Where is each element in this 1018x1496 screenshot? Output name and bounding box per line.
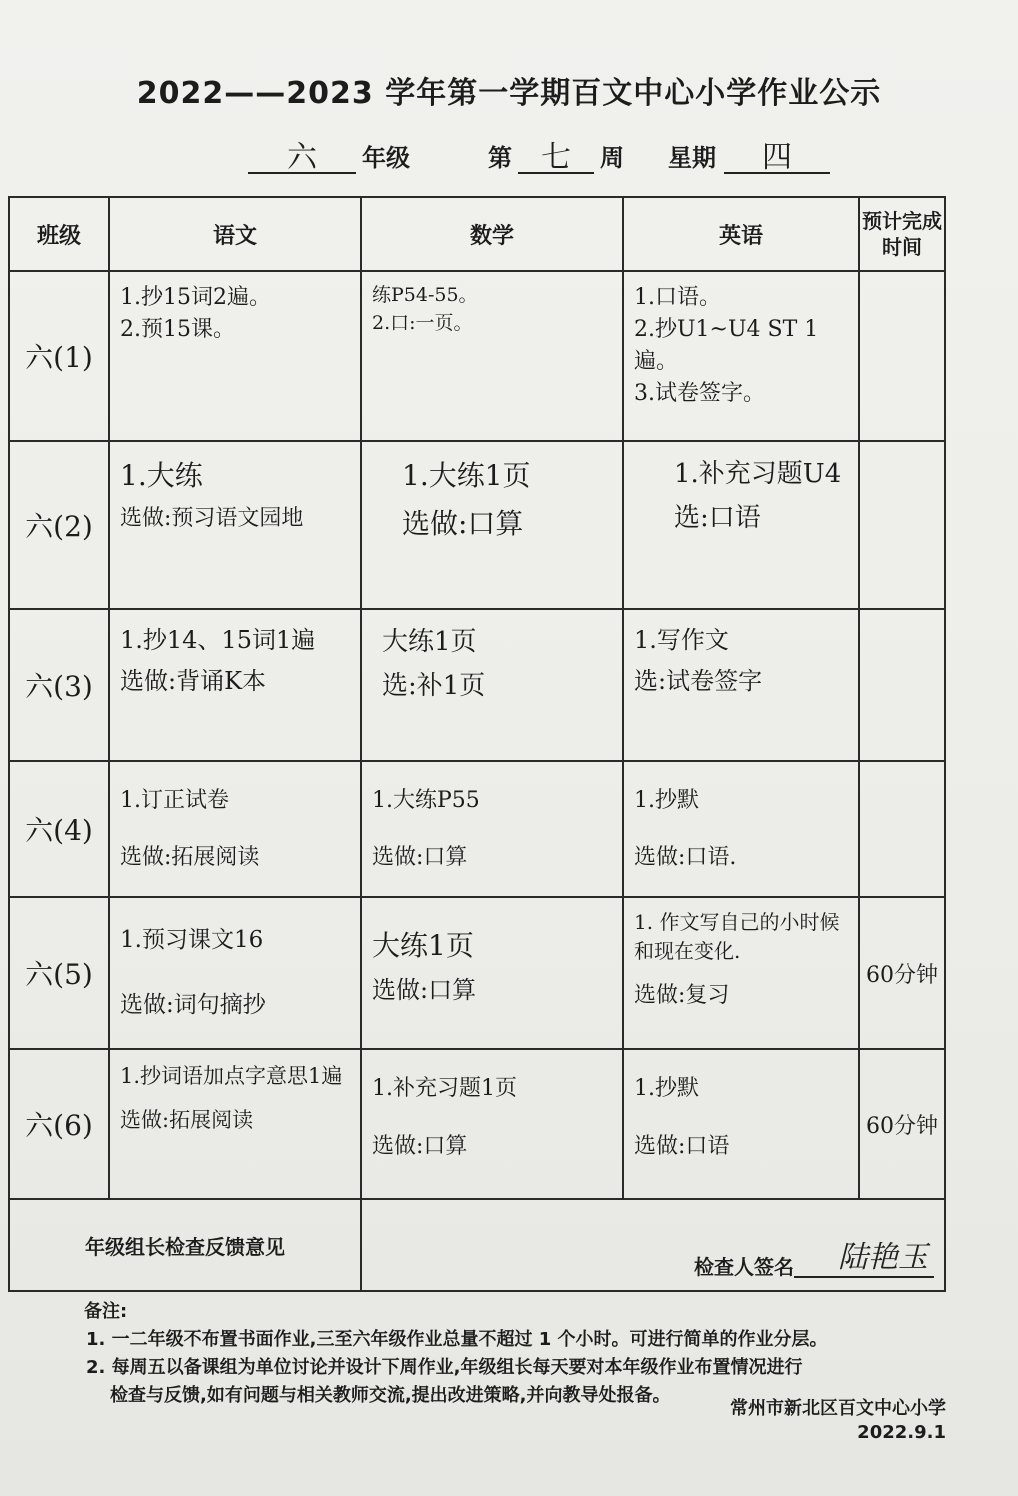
math-cell	[361, 271, 623, 441]
list-item: 1.抄词语加点字意思1遍	[120, 1064, 343, 1089]
header-class: 班级	[9, 197, 109, 271]
list-item: 1.订正试卷	[120, 788, 229, 813]
english-cell	[623, 271, 859, 441]
class-cell: 六(3)	[9, 609, 109, 761]
math-cell	[361, 761, 623, 897]
document-title: 2022——2023 学年第一学期百文中心小学作业公示	[136, 76, 882, 111]
note-item: 1. 一二年级不布置书面作业,三至六年级作业总量不超过 1 个小时。可进行简单的作业分层。	[86, 1328, 828, 1350]
week-value: 七	[518, 132, 594, 174]
class-cell: 六(1)	[9, 271, 109, 441]
list-item: 练P54-55。	[372, 284, 478, 306]
header-chinese: 语文	[109, 197, 361, 271]
feedback-label: 年级组长检查反馈意见	[9, 1199, 361, 1291]
grade-label: 年级	[362, 144, 410, 172]
signature-line	[794, 1276, 934, 1278]
list-item: 选做:背诵K本	[120, 666, 267, 695]
list-item: 选做:口算	[372, 975, 477, 1004]
english-cell	[623, 441, 859, 609]
school-name: 常州市新北区百文中心小学	[730, 1398, 946, 1419]
inspector-label: 检查人签名	[694, 1255, 794, 1280]
chinese-cell	[109, 761, 361, 897]
list-item: 选做:口算	[402, 506, 524, 540]
feedback-row	[9, 1199, 945, 1291]
class-cell: 六(6)	[9, 1049, 109, 1199]
english-cell	[623, 761, 859, 897]
math-cell	[361, 609, 623, 761]
table-header-row	[9, 197, 945, 271]
list-item: 选做:口语.	[634, 845, 737, 871]
chinese-cell	[109, 271, 361, 441]
list-item: 选做:词句摘抄	[120, 991, 266, 1018]
english-cell	[623, 897, 859, 1049]
list-item: 1.写作文	[634, 626, 729, 654]
class-cell: 六(5)	[9, 897, 109, 1049]
list-item: 1.口语。	[634, 285, 721, 310]
class-cell: 六(4)	[9, 761, 109, 897]
chinese-cell	[109, 609, 361, 761]
notes-section	[86, 1298, 966, 1410]
list-item: 1. 作文写自己的小时候和现在变化.	[634, 910, 840, 964]
header-english: 英语	[623, 197, 859, 271]
list-item: 1.抄15词2遍。	[120, 285, 271, 310]
list-item: 1.抄默	[634, 788, 699, 813]
chinese-cell	[109, 1049, 361, 1199]
table-row	[9, 761, 945, 897]
class-cell: 六(2)	[9, 441, 109, 609]
list-item: 2.预15课。	[120, 316, 235, 342]
time-cell	[859, 271, 945, 441]
time-cell	[859, 441, 945, 609]
math-cell	[361, 441, 623, 609]
list-item: 选做:口算	[372, 845, 468, 871]
list-item: 选:试卷签字	[634, 666, 763, 695]
grade-value: 六	[248, 132, 356, 174]
list-item: 选做:复习	[634, 983, 730, 1009]
list-item: 选做:口语	[634, 1133, 730, 1159]
table-row	[9, 897, 945, 1049]
list-item: 1.抄默	[634, 1076, 699, 1102]
list-item: 大练1页	[372, 929, 474, 963]
list-item: 1.抄14、15词1遍	[120, 626, 316, 654]
time-cell	[859, 609, 945, 761]
math-cell	[361, 897, 623, 1049]
table-row	[9, 1049, 945, 1199]
chinese-cell	[109, 441, 361, 609]
week-prefix: 第	[488, 144, 512, 172]
week-label: 周	[600, 144, 624, 172]
table-row	[9, 441, 945, 609]
list-item: 3.试卷签字。	[634, 380, 765, 406]
homework-table	[8, 196, 946, 1292]
list-item: 1.补充习题U4	[674, 459, 842, 489]
list-item: 1.大练1页	[402, 459, 531, 492]
header-time: 预计完成时间	[859, 197, 945, 271]
time-cell: 60分钟	[859, 897, 945, 1049]
weekday-value: 四	[724, 132, 830, 174]
list-item: 选做:拓展阅读	[120, 1107, 254, 1132]
list-item: 选做:预习语文园地	[120, 505, 304, 531]
list-item: 2.抄U1~U4 ST 1遍。	[634, 316, 819, 374]
math-cell	[361, 1049, 623, 1199]
list-item: 1.大练	[120, 459, 203, 492]
english-cell	[623, 1049, 859, 1199]
time-cell	[859, 761, 945, 897]
document-date: 2022.9.1	[857, 1422, 946, 1443]
notes-heading: 备注:	[84, 1301, 128, 1322]
list-item: 2.口:一页。	[372, 311, 473, 334]
note-item: 2. 每周五以备课组为单位讨论并设计下周作业,年级组长每天要对本年级作业布置情况进行	[86, 1356, 803, 1378]
weekday-label: 星期	[668, 144, 716, 172]
list-item: 大练1页	[382, 627, 477, 657]
list-item: 选做:口算	[372, 1133, 468, 1159]
note-item: 检查与反馈,如有问题与相关教师交流,提出改进策略,并向教导处报备。	[110, 1384, 671, 1406]
english-cell	[623, 609, 859, 761]
chinese-cell	[109, 897, 361, 1049]
list-item: 1.补充习题1页	[372, 1076, 517, 1102]
inspector-signature: 陆艳玉	[838, 1240, 928, 1276]
header-math: 数学	[361, 197, 623, 271]
time-cell: 60分钟	[859, 1049, 945, 1199]
list-item: 选做:拓展阅读	[120, 845, 260, 871]
list-item: 1.大练P55	[372, 788, 480, 813]
table-row	[9, 271, 945, 441]
list-item: 1.预习课文16	[120, 927, 264, 954]
feedback-area	[361, 1199, 945, 1291]
list-item: 选:补1页	[382, 671, 486, 702]
list-item: 选:口语	[674, 503, 761, 534]
table-row	[9, 609, 945, 761]
